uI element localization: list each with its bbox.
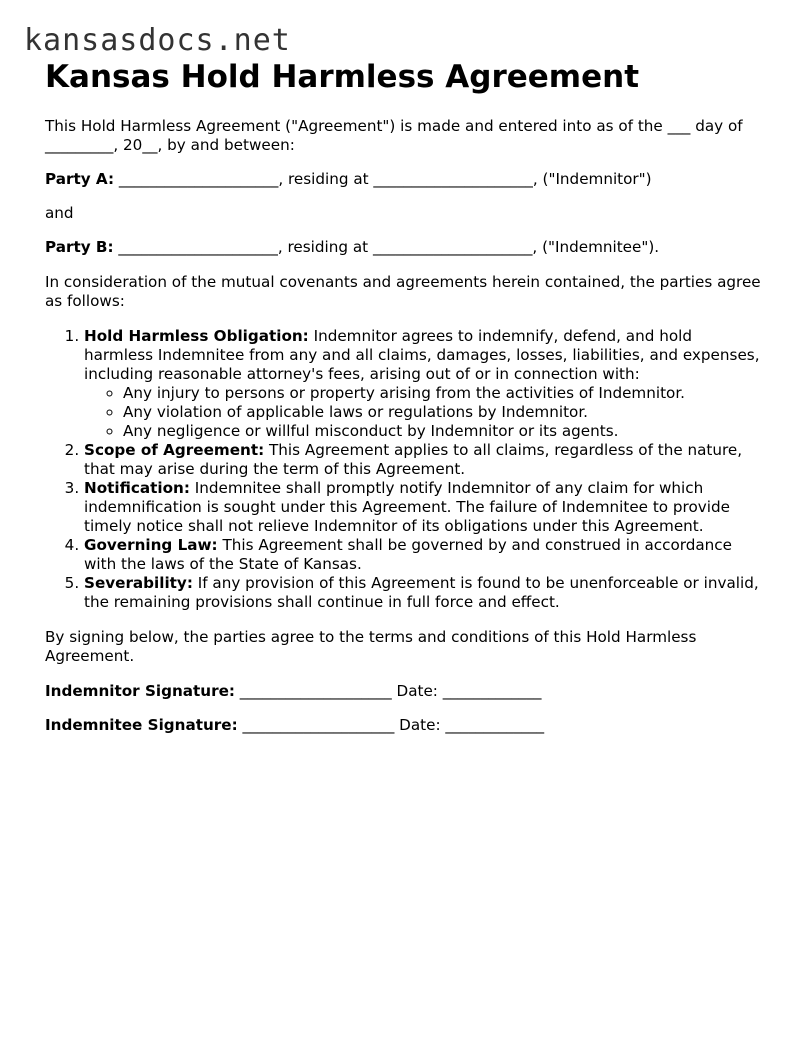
document-body bbox=[45, 58, 765, 735]
term-item bbox=[84, 327, 765, 441]
term-heading: Severability: bbox=[84, 574, 193, 592]
terms-list bbox=[45, 327, 765, 612]
term-item bbox=[84, 441, 765, 479]
indemnitor-signature-line bbox=[45, 682, 765, 701]
consideration-paragraph: In consideration of the mutual covenants and agreements herein contained, the parties agree as follows: bbox=[45, 273, 761, 310]
term-item bbox=[84, 574, 765, 612]
indemnitee-signature-line bbox=[45, 716, 765, 735]
indemnitee-signature-blank: ____________________ Date: _____________ bbox=[237, 716, 545, 734]
party-b-line bbox=[45, 238, 765, 257]
term-heading: Scope of Agreement: bbox=[84, 441, 265, 459]
intro-paragraph: This Hold Harmless Agreement ("Agreement") is made and entered into as of the ___ day of _________, 20__, by and between: bbox=[45, 117, 743, 154]
indemnitee-signature-label: Indemnitee Signature: bbox=[45, 716, 238, 734]
page-title: Kansas Hold Harmless Agreement bbox=[45, 59, 640, 95]
indemnitor-signature-blank: ____________________ Date: _____________ bbox=[234, 682, 542, 700]
term-text: Indemnitee shall promptly notify Indemnitor of any claim for which indemnification is sought under this Agreement. The failure of Indemnitee to provide timely notice shall not relieve Indemnitor of its obligations under this Agreement. bbox=[84, 479, 730, 535]
term-text: Indemnitor agrees to indemnify, defend, and hold harmless Indemnitee from any and all claims, damages, losses, liabilities, and expenses, including reasonable attorney's fees, arising out of or in connection with: bbox=[84, 327, 760, 383]
closing-paragraph: By signing below, the parties agree to the terms and conditions of this Hold Harmless Agreement. bbox=[45, 628, 697, 665]
term-text: This Agreement shall be governed by and construed in accordance with the laws of the State of Kansas. bbox=[84, 536, 732, 573]
term-item bbox=[84, 536, 765, 574]
term-text: If any provision of this Agreement is found to be unenforceable or invalid, the remaining provisions shall continue in full force and effect. bbox=[84, 574, 759, 611]
sub-list-item: ◦ Any negligence or willful misconduct by Indemnitor or its agents. bbox=[123, 422, 765, 441]
sub-list-item: ◦ Any violation of applicable laws or regulations by Indemnitor. bbox=[123, 403, 765, 422]
term-heading: Governing Law: bbox=[84, 536, 218, 554]
term-heading: Notification: bbox=[84, 479, 190, 497]
term-item bbox=[84, 479, 765, 536]
and-text: and bbox=[45, 204, 74, 222]
sub-list bbox=[84, 384, 765, 441]
party-b-text: _____________________, residing at _____________________, ("Indemnitee"). bbox=[113, 238, 660, 256]
watermark: kansasdocs.net bbox=[24, 23, 291, 58]
party-a-line bbox=[45, 170, 765, 189]
party-b-label: Party B: bbox=[45, 238, 114, 256]
indemnitor-signature-label: Indemnitor Signature: bbox=[45, 682, 235, 700]
party-a-label: Party A: bbox=[45, 170, 115, 188]
sub-list-item: ◦ Any injury to persons or property arising from the activities of Indemnitor. bbox=[123, 384, 765, 403]
party-a-text: _____________________, residing at _____________________, ("Indemnitor") bbox=[114, 170, 652, 188]
term-heading: Hold Harmless Obligation: bbox=[84, 327, 309, 345]
term-text: This Agreement applies to all claims, regardless of the nature, that may arise during the term of this Agreement. bbox=[84, 441, 743, 478]
